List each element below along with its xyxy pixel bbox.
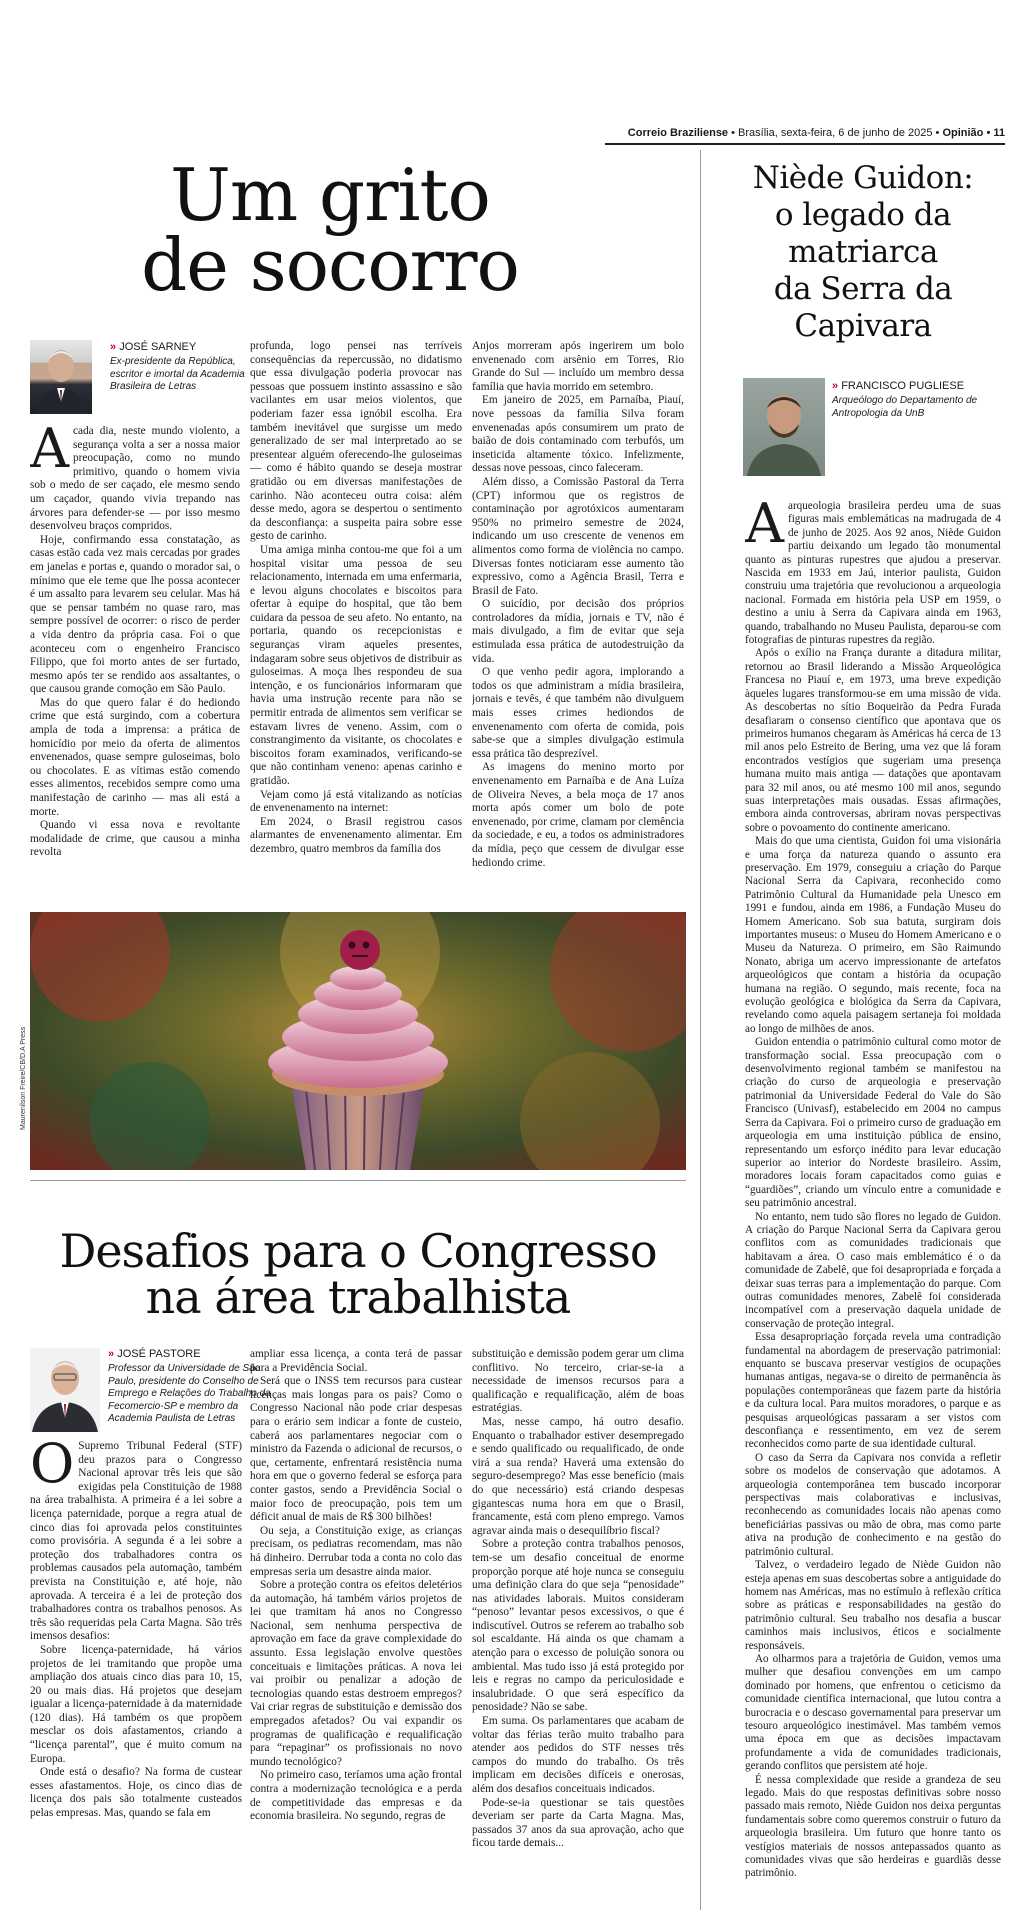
paragraph: Em janeiro de 2025, em Parnaíba, Piauí, nove pessoas da família Silva foram envenenadas após consumirem um prato de baião de dois contaminado com terbufós, um inseticida altamente tóxico. Infelizmente, dessas nove pessoas, cinco faleceram. xyxy=(472,394,684,475)
paragraph: O que venho pedir agora, implorando a todos os que administram a mídia brasileira, jornais e tevês, é que também não divulguem mais esses crimes hediondos de envenenamento com oferta de comida, pois sabe-se que a simples divulgação estimula essa prática tão desprezível. xyxy=(472,666,684,760)
author-name: » JOSÉ SARNEY xyxy=(110,341,260,354)
paragraph: Anjos morreram após ingerirem um bolo envenenado com arsênio em Torres, Rio Grande do Sul — incluído um membro dessa família que havia morrido em setembro. xyxy=(472,340,684,393)
paragraph: No entanto, nem tudo são flores no legado de Guidon. A criação do Parque Nacional Serra da Capivara gerou conflitos com as comunidades tradicionais que habitavam a área. O caso mais emblemático é o da comunidade de Zabelê, que foi desapropriada e forçada a deixar suas terras para a implementação do parque. Com outras comunidades menores, Zabelê foi considerada incompatível com a preservação daquela unidade de conservação de proteção integral. xyxy=(745,1210,1001,1330)
author-description: Arqueólogo do Departamento de Antropologia da UnB xyxy=(832,395,978,419)
author-name: » FRANCISCO PUGLIESE xyxy=(832,380,1002,393)
paragraph: Uma amiga minha contou-me que foi a um hospital visitar uma pessoa de seu relacionamento, internada em uma enfermaria, e levou alguns chocolates e biscoitos para ofertar à equipe do hospital, que tão bem cuidara da pessoa de seu afeto. No entanto, na portaria, quando os recepcionistas e seguranças viram aqueles presentes, indagaram sobre seus objetivos de distribuir as guloseimas. A moça lhes respondeu de sua intenção, e os funcionários informaram que havia uma instrução recente para não se permitir entrada de alimentos sem verificar se estavam livres de veneno. Assim, com o constrangimento da visitante, os chocolates e biscoitos foram examinados, verificando-se que não continham veneno: apenas carinho e gratidão. xyxy=(250,543,462,787)
paragraph: Sobre a proteção contra os efeitos deletérios da automação, há também vários projetos de lei que tramitam há anos no Congresso Nacional, sem nenhuma perspectiva de aprovação em face da grave complexidade do assunto. Essa legislação envolve questões conceituais e limitações práticas. A nova lei vai proibir ou penalizar a adoção de tecnologias quando estas destroem empregos? Vai criar regras de substituição e demissão dos empregados afetados? Ou vai expandir os programas de qualificação e requalificação para “repaginar” os profissionais no novo mundo tecnológico? xyxy=(250,1579,462,1768)
paragraph: Hoje, confirmando essa constatação, as casas estão cada vez mais cercadas por grades em janelas e portas e, quando o morador sai, o mínimo que ele teme que lhe possa acontecer é um assalto para levarem seu celular. Mas há que se pensar também no quase raro, mas sempre possível de ocorrer: o risco de perder a vida dentro da própria casa. Foi o que aconteceu com o engenheiro Francisco Filippo, que foi morto antes de ser furtado, mesmo após ter se rendido aos assaltantes, o que causou grande comoção em São Paulo. xyxy=(30,533,240,696)
author-description: Ex-presidente da República, escritor e imortal da Academia Brasileira de Letras xyxy=(110,356,245,392)
paragraph: Mas do que quero falar é do hediondo crime que está surgindo, com a cobertura ampla de toda a imprensa: a prática de homicídio por meio da oferta de alimentos envenenados, quase sempre guloseimas, bolo ou chocolates. E as vítimas estão comendo esses alimentos, recebidos sempre como uma manifestação de carinho — mas ali está a morte. xyxy=(30,696,240,818)
drop-cap: O xyxy=(30,1440,75,1495)
article1-column-2 xyxy=(250,340,462,905)
paragraph: O caso da Serra da Capivara nos convida a refletir sobre os modelos de conservação que adotamos. A arqueologia contemporânea tem buscado incorporar perspectivas mais colaborativas e inclusivas, reconhecendo as comunidades locais não apenas como beneficiárias passivas ou mão de obra, mas como parte ativa na produção de conhecimento e na gestão do patrimônio cultural. xyxy=(745,1451,1001,1558)
paragraph: Essa desapropriação forçada revela uma contradição fundamental na abordagem de preservação patrimonial: enquanto se buscava preservar vestígios de ocupações humanas antigas, negava-se o direito de permanência às populações contemporâneas que fazem parte da história e da cultura local. Para muitos moradores, o parque e as pesquisas arqueológicas passaram a ser vistos com desconfiança e ressentimento, em vez de serem reconhecidos como parte de sua identidade cultural. xyxy=(745,1331,1001,1451)
article2-byline xyxy=(108,1348,273,1426)
paragraph: Em 2024, o Brasil registrou casos alarmantes de envenenamento alimentar. Em dezembro, quatro membros da família dos xyxy=(250,815,462,855)
article1-column-1 xyxy=(30,425,240,905)
page-number: • 11 xyxy=(983,127,1005,139)
paragraph: Em suma. Os parlamentares que acabam de voltar das férias terão muito trabalho para atender aos pedidos do STF nesses três campos do mundo do trabalho. Os três implicam em decisões difíceis e onerosas, além dos desafios conceituais indicados. xyxy=(472,1715,684,1795)
paragraph: Ao olharmos para a trajetória de Guidon, vemos uma mulher que desafiou convenções em um campo dominado por homens, que enfrentou o ceticismo da comunidade científica internacional, que lutou contra a burocracia e o descaso governamental para preservar um tesouro arqueológico inestimável. Mas também vemos uma época em que as decisões impactavam profundamente a vida de comunidades tradicionais, gerando conflitos que persistem até hoje. xyxy=(745,1652,1001,1773)
article2-column-2 xyxy=(250,1348,462,1910)
article1-title-line1: Um grito xyxy=(170,153,490,237)
paragraph: Supremo Tribunal Federal (STF) deu prazos para o Congresso Nacional aprovar três leis que são exigidas pela Constituição de 1988 na área trabalhista. A primeira é a lei sobre a licença paternidade, porque a regra atual de cinco dias foi aprovada pelos constituintes como provisória. A segunda é a lei sobre a proteção dos trabalhadores contra os problemas causados pela automação, também prevista na Constituição e, até hoje, não aprovada. A terceira é a lei de proteção dos trabalhadores contra os trabalhos penosos. As três são requeridas pela Carta Magna. São três imensos desafios: xyxy=(30,1440,242,1643)
portrait-graphic xyxy=(30,1348,100,1432)
paragraph: As imagens do menino morto por envenenamento em Parnaíba e de Ana Luíza de Oliveira Neves, a bela moça de 17 anos morta após comer um bolo de pote envenenado, por crime, clamam por clemência da sociedade, e eu, a todos os administradores da mídia, peço que cessem de divulgar esse hediondo crime. xyxy=(472,761,684,869)
paragraph: Onde está o desafio? Na forma de custear esses afastamentos. Hoje, os cinco dias de licença dos pais são totalmente custeados pelas empresas. Mas, quando se fala em xyxy=(30,1766,242,1820)
article1-byline xyxy=(110,341,260,394)
article3-title-line4: da Serra da xyxy=(773,271,953,307)
paragraph: Ou seja, a Constituição exige, as crianças precisam, os pediatras recomendam, mas não há dinheiro. Derrubar toda a conta no colo das empresas seria um desastre ainda maior. xyxy=(250,1524,462,1578)
paragraph: Talvez, o verdadeiro legado de Niède Guidon não esteja apenas em suas descobertas sobre a antiguidade do homem nas Américas, mas no estímulo à reflexão crítica sobre as práticas e responsabilidades na gestão do patrimônio cultural. Seu trabalho nos desafia a buscar caminhos mais inclusivos, éticos e socialmente responsáveis. xyxy=(745,1559,1001,1652)
paragraph: Após o exílio na França durante a ditadura militar, retornou ao Brasil liderando a Missão Arqueológica Francesa no Piauí e, em 1973, uma breve expedição àqueles lugares transformou-se em uma missão de vida. As descobertas no sítio Boqueirão da Pedra Furada desafiaram o consenso científico que apontava que os primeiros humanos chegaram às Américas há cerca de 13 mil anos pelo Estreito de Bering, uma vez que lá foram encontrados vestígios que sugeriam uma presença humana muito mais antiga — datações que apontavam para 32 mil anos, ou até mesmo 100 mil anos, segundo suas interpretações mais ousadas. Essas afirmações, embora ainda controversas, abriram novas perspectivas sobre o povoamento do continente americano. xyxy=(745,647,1001,834)
article2-column-3 xyxy=(472,1348,684,1910)
paragraph: Será que o INSS tem recursos para custear licenças mais longas para os pais? Como o Congresso Nacional não pode criar despesas para o erário sem indicar a fonte de custeio, caberá aos parlamentares negociar com o ministro da Fazenda o adicional de recursos, o que, certamente, enfrentará resistência numa hora em que o governo federal se esforça para conter gastos, sendo a Previdência Social o maior foco de preocupação, pois tem um déficit anual de mais de R$ 300 bilhões! xyxy=(250,1375,462,1524)
article3-title-line3: matriarca xyxy=(788,234,938,270)
author-photo-pugliese xyxy=(743,378,825,476)
article1-column-3 xyxy=(472,340,684,905)
article3-byline xyxy=(832,380,1002,420)
section-divider xyxy=(30,1180,686,1181)
article3-title xyxy=(720,160,1006,345)
author-photo-sarney xyxy=(30,340,92,414)
article3-title-line1: Niède Guidon: xyxy=(752,160,974,196)
article2-title xyxy=(30,1224,686,1324)
header-info: • Brasília, sexta-feira, 6 de junho de 2025 • xyxy=(728,127,943,139)
paragraph: Sobre a proteção contra trabalhos penosos, tem-se um desafio conceitual de enorme proporção porque até hoje nunca se conseguiu uma definição clara do que seja “penosidade” nas atividades laborais. Muitos consideram “penoso” levantar pesos excessivos, o que é indiscutível. Outros se referem ao trabalho sob sol escaldante. Há ainda os que chamam a atenção para o excesso de poluição sonora ou ambiental. Mas tudo isso já está protegido por leis e regras no campo da periculosidade e insalubridade. O que será específico da penosidade? Não se sabe. xyxy=(472,1538,684,1714)
paragraph: ampliar essa licença, a conta terá de passar para a Previdência Social. xyxy=(250,1348,462,1374)
cupcake-graphic xyxy=(30,912,686,1170)
column-divider xyxy=(700,150,701,1910)
article3-title-line5: Capivara xyxy=(794,308,932,344)
article2-title-line2: na área trabalhista xyxy=(145,1270,571,1324)
paragraph: Pode-se-ia questionar se tais questões deveriam ser parte da Carta Magna. Mas, passados 37 anos da sua aprovação, acho que ficou tarde demais... xyxy=(472,1796,684,1850)
paragraph: É nessa complexidade que reside a grandeza de seu legado. Mais do que respostas definitivas sobre nosso passado mais remoto, Niède Guidon nos deixa perguntas fundamentais sobre como queremos construir o futuro da arqueologia brasileira. Um futuro que honre tanto os vestígios materiais de nossos antepassados quanto as comunidades vivas que são herdeiras e guardiãs desse patrimônio. xyxy=(745,1773,1001,1880)
paragraph: O suicídio, por decisão dos próprios controladores da mídia, jornais e TV, não é mais divulgado, a fim de evitar que seja estimulada essa prática de autodestruição da vida. xyxy=(472,598,684,665)
paragraph: cada dia, neste mundo violento, a segurança volta a ser a nossa maior preocupação, como no mundo primitivo, quando o homem vivia sob o medo de ser caçado, ele mesmo sendo um caçador, quando vivia trepando nas árvores para defender-se — por isso mesmo desenvolveu braços compridos. xyxy=(30,425,240,533)
portrait-graphic xyxy=(30,340,92,414)
photo-credit: Maurenilson Freire/CB/D.A Press xyxy=(20,1026,27,1130)
paragraph: Mas, nesse campo, há outro desafio. Enquanto o trabalhador estiver desempregado e sendo qualificado ou requalificado, de onde virá a sua renda? Haverá uma extensão do seguro-desemprego? Mas esse benefício (mais do que necessário) está criando despesas gigantescas numa hora em que o Brasil, francamente, está com pleno emprego. Vamos agravar ainda mais o desequilíbrio fiscal? xyxy=(472,1415,684,1537)
article2-title-line1: Desafios para o Congresso xyxy=(59,1224,657,1278)
author-description: Professor da Universidade de São Paulo, presidente do Conselho de Emprego e Relações do Trabalho da Fecomercio-SP e membro da Academia Paulista de Letras xyxy=(108,1363,271,1424)
article3-column xyxy=(745,500,1001,1910)
paragraph: substituição e demissão podem gerar um clima conflitivo. No terceiro, criar-se-ia a necessidade de imensos recursos para a qualificação e requalificação, além de boas estratégias. xyxy=(472,1348,684,1415)
paragraph: Quando vi essa nova e revoltante modalidade de crime, que causou a minha revolta xyxy=(30,819,240,859)
article1-title-line2: de socorro xyxy=(141,223,519,307)
drop-cap: A xyxy=(30,425,69,480)
section-name: Opinião xyxy=(942,127,984,139)
paragraph: profunda, logo pensei nas terríveis consequências da repercussão, no didatismo que essa divulgação poderia provocar nas pessoas que possuem instinto assassino e são vacilantes em usar meios violentos, que poderiam fazer essa ignóbil escolha. Era também inevitável que surgisse um medo generalizado de ser mal interpretado ao se presentear alguém oferecendo-lhe guloseimas — como é hábito quando se deseja mostrar gratidão ou em diversas manifestações de carinho. Não aconteceu outra coisa: além desse medo, agora se despertou o sentimento da desconfiança: a suspeita paira sobre esse gesto de carinho. xyxy=(250,340,462,543)
author-name: » JOSÉ PASTORE xyxy=(108,1348,273,1361)
page-header xyxy=(605,123,1005,145)
paragraph: Vejam como já está vitalizando as notícias de envenenamento na internet: xyxy=(250,788,462,815)
paragraph: Mais do que uma cientista, Guidon foi uma visionária e uma força da natureza quando o assunto era preservação. Em 1979, conseguiu a criação do Parque Nacional Serra da Capivara, reconhecido como Patrimônio Cultural da Humanidade pela Unesco em 1991 e fundou, ainda em 1986, a Fundação Museu do Homem Americano. Sob sua batuta, surgiram dois importantes museus: o Museu do Homem Americano e o Museu da Natureza. O primeiro, em São Raimundo Nonato, abriga um acervo impressionante de artefatos arqueológicos que contam a história da ocupação humana na região. O segundo, mais recente, foca na evolução geológica e biológica da Serra da Capivara, revelando como aquela paisagem sertaneja foi moldada ao longo de milhões de anos. xyxy=(745,835,1001,1035)
paragraph: arqueologia brasileira perdeu uma de suas figuras mais emblemáticas na madrugada de 4 de junho de 2025. Aos 92 anos, Niède Guidon partiu deixando um legado tão monumental quanto as pinturas rupestres que ajudou a preservar. Nascida em 1933 em Jaú, interior paulista, Guidon construiu uma trajetória que revolucionou a arqueologia nacional. Formada em história pela USP em 1959, o destino a uniu à Serra da Capivara ainda em 1963, quando, trabalhando no Museu Paulista, deparou-se com fotografias de pinturas rupestres da região. xyxy=(745,500,1001,647)
cupcake-illustration xyxy=(30,912,686,1170)
paragraph: Além disso, a Comissão Pastoral da Terra (CPT) informou que os registros de contaminação por agrotóxicos aumentaram 950% no primeiro semestre de 2024, indicando um uso crescente de venenos em alimentos como forma de violência no campo. Diversas fontes noticiaram esse aumento tão expressivo, como a Agência Brasil, Terra e Brasil de Fato. xyxy=(472,475,684,597)
paragraph: Guidon entendia o patrimônio cultural como motor de transformação social. Essa preocupação com o desenvolvimento regional também se manifestou na criação do curso de arqueologia e preservação patrimonial da Universidade Federal do Vale do São Francisco (Univasf), estabelecido em 2004 no campus Serra da Capivara. Foi o primeiro curso de graduação em arqueologia em uma instituição pública de ensino, representando um esforço inédito para levar educação superior ao interior do Nordeste brasileiro. Assim, moradores locais foram capacitados como guias e “guardiões”, criando um vínculo entre a comunidade e seu patrimônio ancestral. xyxy=(745,1036,1001,1210)
newspaper-name: Correio Braziliense xyxy=(627,127,729,139)
article3-title-line2: o legado da xyxy=(774,197,952,233)
article2-column-1 xyxy=(30,1440,242,1910)
paragraph: Sobre licença-paternidade, há vários projetos de lei tramitando que propõe uma ampliação dos atuais cinco dias para 10, 15, 20 ou mais dias. Há projetos que desejam igualar a licença-paternidade à da maternidade (120 dias). Há também os que propõem mesclar os dois afastamentos, criando a “licença parental”, que é muito comum na Europa. xyxy=(30,1643,242,1765)
portrait-graphic xyxy=(743,378,825,476)
paragraph: No primeiro caso, teríamos uma ação frontal contra a modernização tecnológica e a perda de competitividade das empresas e da economia brasileira. No segundo, regras de xyxy=(250,1769,462,1823)
article1-title xyxy=(110,153,550,307)
author-photo-pastore xyxy=(30,1348,100,1432)
drop-cap: A xyxy=(745,500,784,555)
